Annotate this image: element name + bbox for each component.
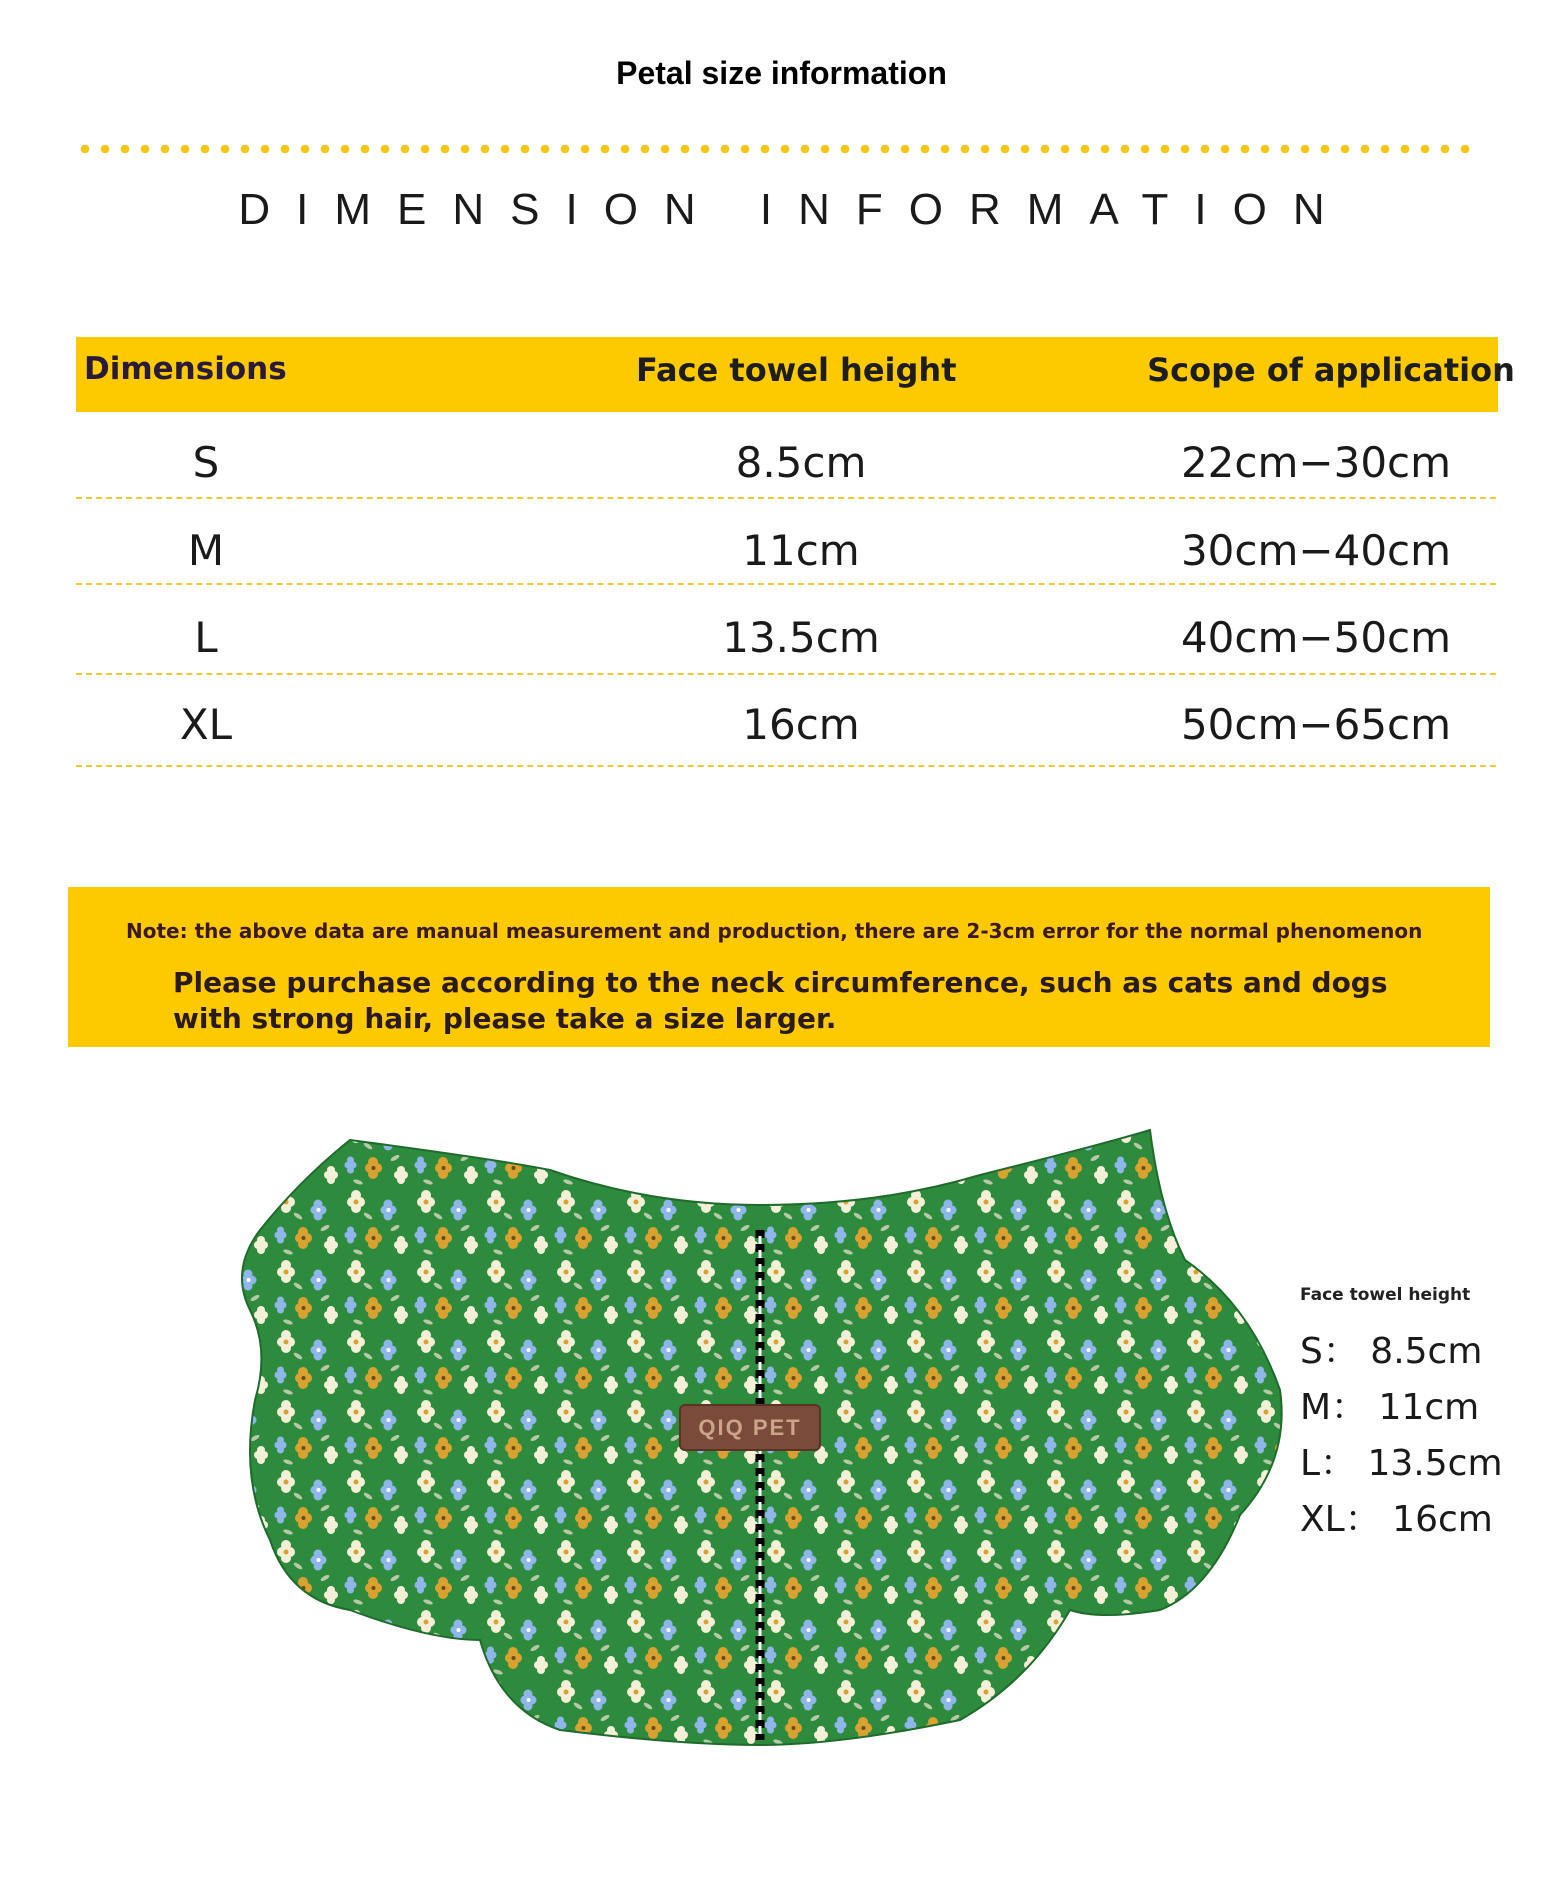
side-size-s: S： 8.5cm	[1300, 1331, 1483, 1372]
dotted-divider	[75, 145, 1475, 153]
row-divider	[76, 497, 1496, 499]
height-cell: 13.5cm	[722, 613, 880, 662]
height-cell: 16cm	[742, 700, 860, 749]
size-cell: S	[192, 438, 220, 487]
table-row	[76, 420, 1498, 507]
table-row	[76, 508, 1498, 595]
petal-towel-illustration	[200, 1120, 1300, 1770]
row-divider	[76, 765, 1496, 767]
scope-cell: 30cm−40cm	[1180, 526, 1452, 575]
scope-cell: 50cm−65cm	[1180, 700, 1452, 749]
brand-tag-text: QIQ PET	[698, 1415, 802, 1440]
page-title: Petal size information	[616, 55, 947, 91]
note-text: Note: the above data are manual measurement and production, there are 2-3cm error for the normal phenomenon	[126, 919, 1423, 943]
row-divider	[76, 583, 1496, 585]
section-heading: DIMENSION INFORMATION	[238, 185, 1351, 234]
side-title: Face towel height	[1300, 1285, 1471, 1305]
header-dimensions: Dimensions	[84, 351, 287, 387]
note-box	[68, 887, 1490, 1047]
purchase-advice: Please purchase according to the neck circumference, such as cats and dogs with strong hair, please take a size larger.	[173, 966, 1388, 1035]
size-cell: M	[187, 526, 225, 575]
row-divider	[76, 673, 1496, 675]
side-size-panel	[1300, 1285, 1540, 1547]
table-header	[76, 337, 1515, 412]
side-size-l: L： 13.5cm	[1300, 1443, 1503, 1484]
height-cell: 8.5cm	[735, 438, 867, 487]
scope-cell: 22cm−30cm	[1180, 438, 1452, 487]
table-row	[76, 595, 1498, 682]
scope-cell: 40cm−50cm	[1180, 613, 1452, 662]
header-scope-of-application: Scope of application	[1147, 351, 1515, 389]
height-cell: 11cm	[742, 526, 860, 575]
product-image	[200, 1120, 1300, 1770]
side-size-xl: XL： 16cm	[1300, 1499, 1493, 1540]
table-row	[76, 682, 1498, 769]
side-size-m: M： 11cm	[1300, 1387, 1480, 1428]
size-cell: L	[194, 613, 218, 662]
size-cell: XL	[179, 700, 233, 749]
header-face-towel-height: Face towel height	[636, 351, 957, 389]
